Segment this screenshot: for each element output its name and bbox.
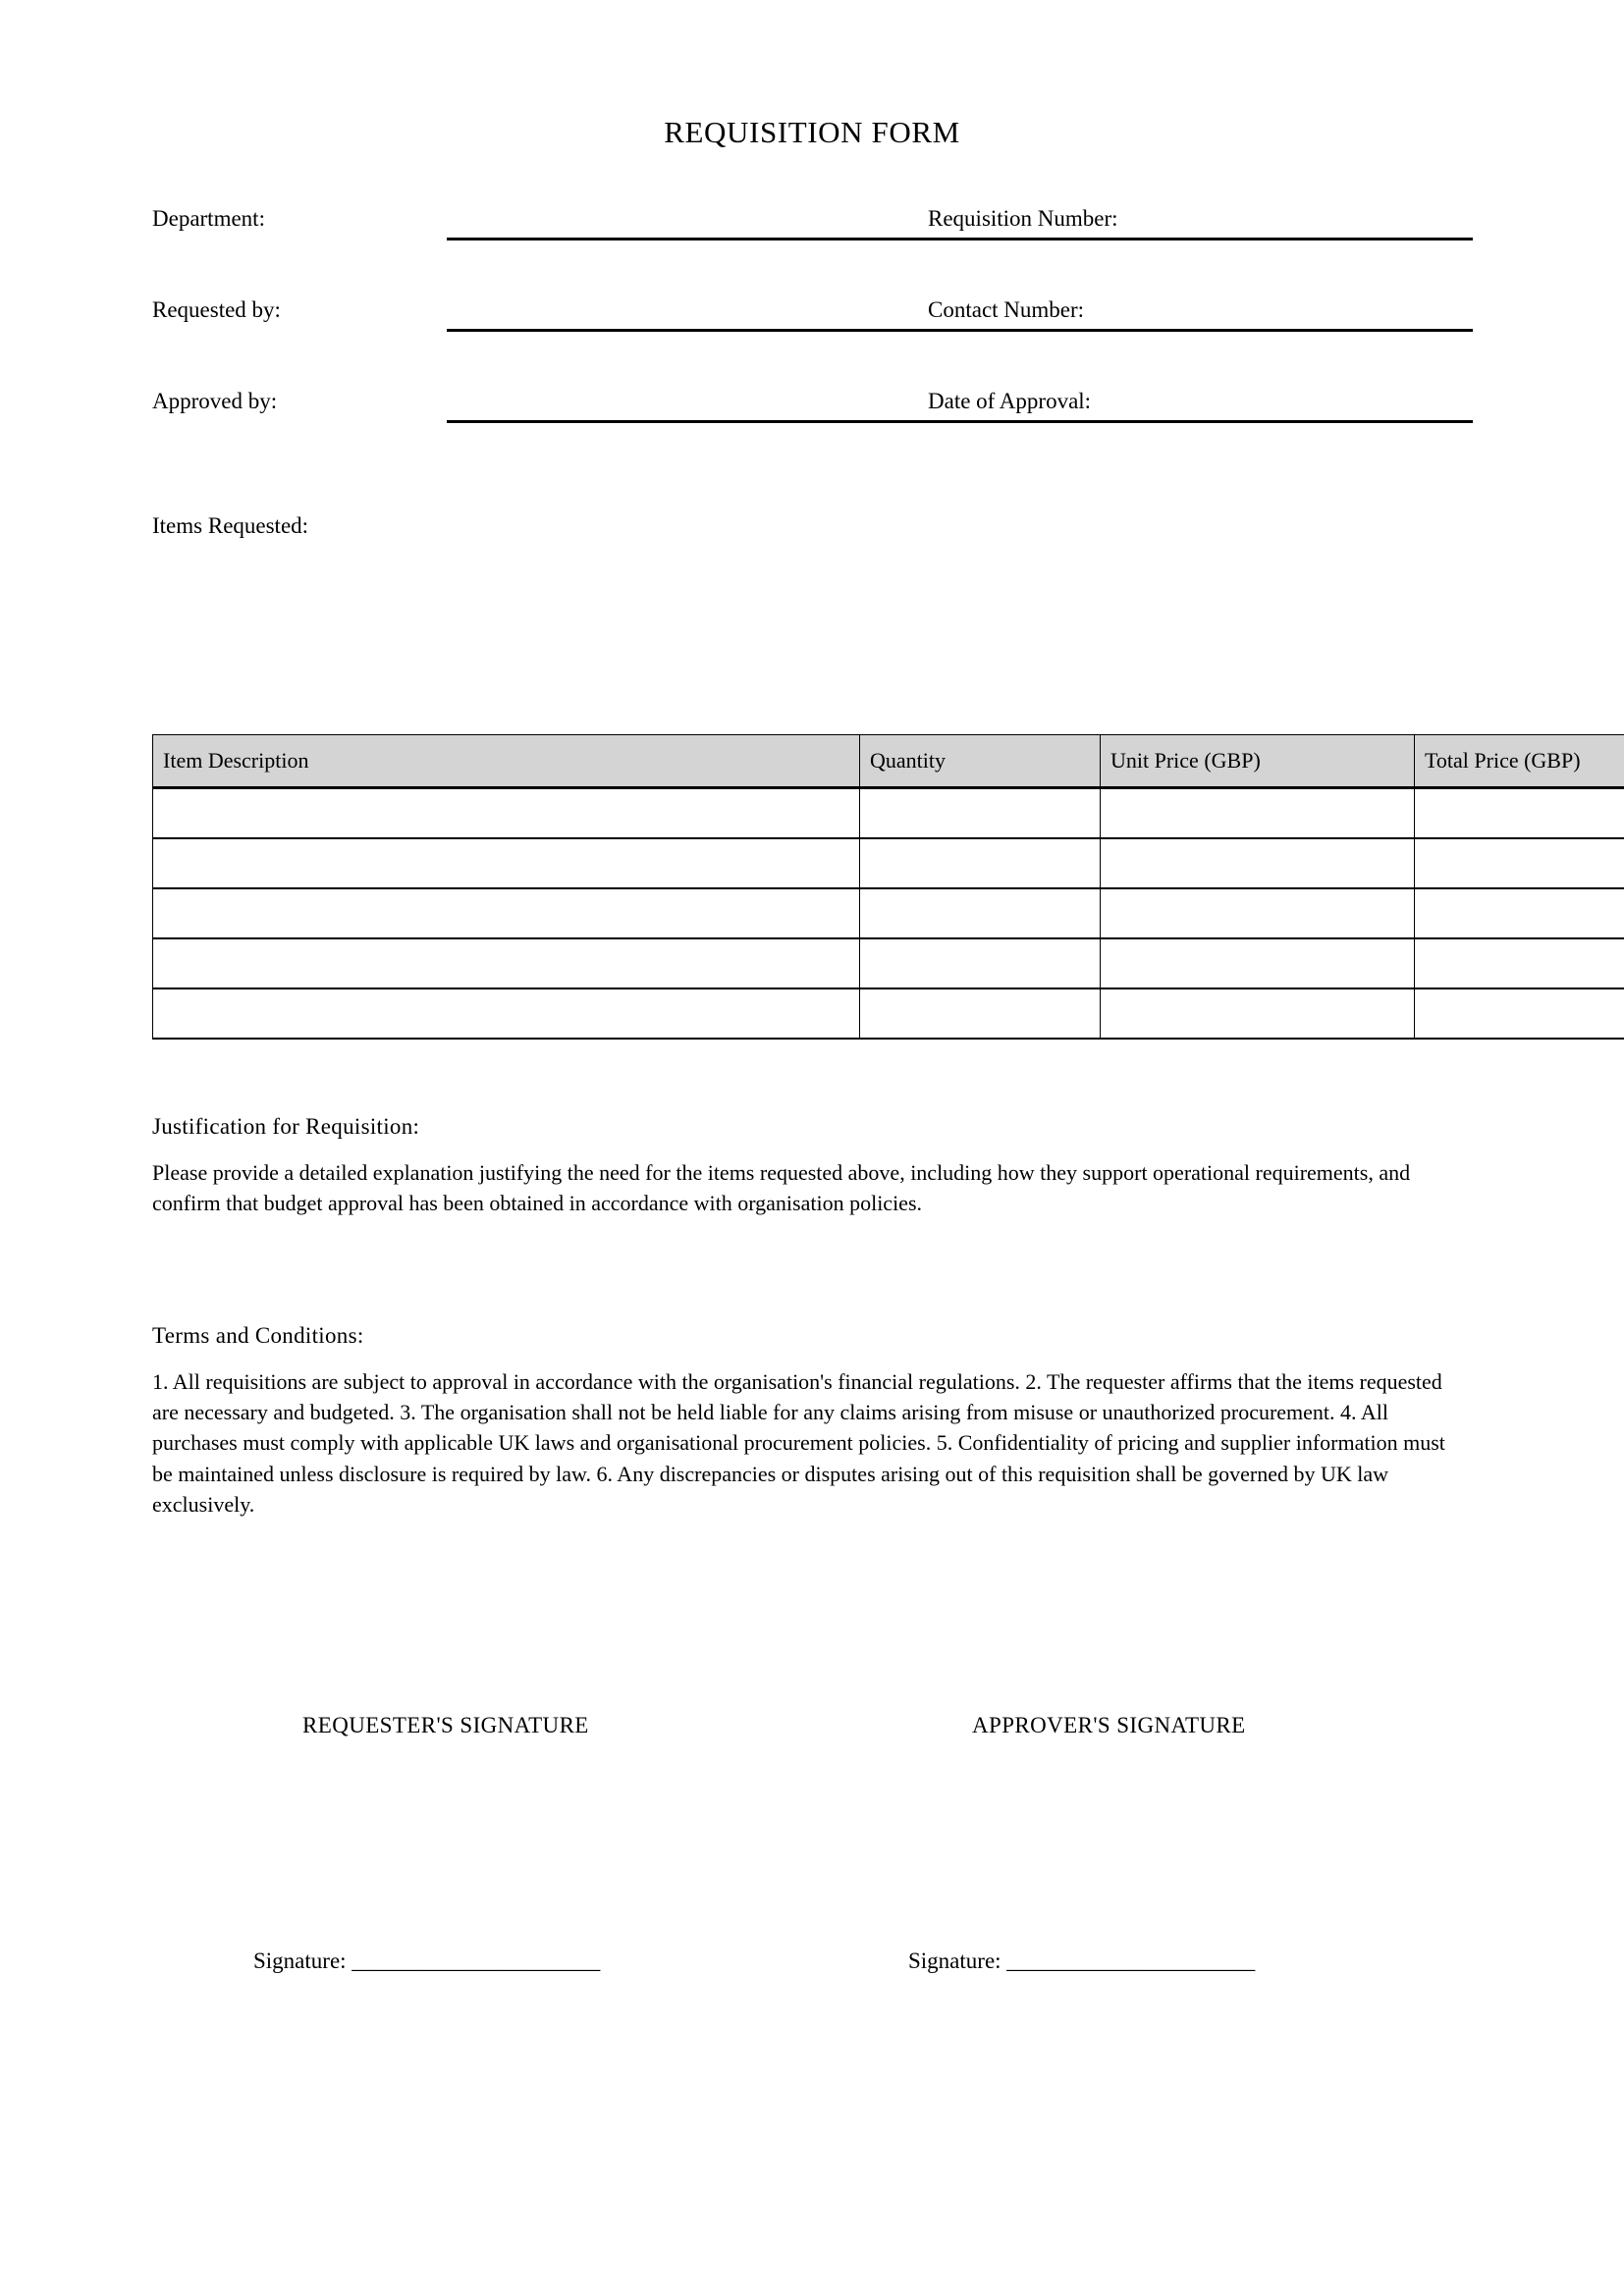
cell-item-description[interactable] — [153, 938, 860, 988]
cell-unit-price[interactable] — [1101, 838, 1415, 888]
label-contact-number: Contact Number: — [928, 297, 1085, 322]
cell-unit-price[interactable] — [1101, 888, 1415, 938]
terms-section — [152, 1323, 1458, 1520]
table-row — [153, 838, 1624, 888]
table-row — [153, 788, 1624, 838]
cell-item-description[interactable] — [153, 788, 860, 838]
requester-signature-line[interactable]: Signature: ______________________ — [253, 1949, 601, 1973]
input-line-requestedby-contact[interactable] — [447, 329, 1473, 332]
cell-unit-price[interactable] — [1101, 788, 1415, 838]
cell-total-price[interactable] — [1415, 788, 1624, 838]
cell-total-price[interactable] — [1415, 988, 1624, 1039]
field-row-requested-by — [152, 297, 1473, 337]
justification-section — [152, 1114, 1458, 1218]
approver-signature-title: APPROVER'S SIGNATURE — [972, 1713, 1246, 1737]
justification-heading: Justification for Requisition: — [152, 1114, 420, 1139]
label-date-of-approval: Date of Approval: — [928, 389, 1092, 413]
label-department: Department: — [152, 206, 265, 231]
cell-total-price[interactable] — [1415, 838, 1624, 888]
cell-total-price[interactable] — [1415, 888, 1624, 938]
column-header-total-price: Total Price (GBP) — [1415, 735, 1624, 788]
field-row-department — [152, 206, 1473, 245]
table-row — [153, 938, 1624, 988]
cell-quantity[interactable] — [860, 988, 1101, 1039]
column-header-unit-price: Unit Price (GBP) — [1101, 735, 1415, 788]
terms-body: 1. All requisitions are subject to approval in accordance with the organisation's financial regulations. 2. The requester affirms that the items requested are necessary and budgeted. 3. The organisation shall not be held liable for any claims arising from misuse or unauthorized procurement. 4. All purchases must comply with applicable UK laws and organisational procurement policies. 5. Confidentiality of pricing and supplier information must be maintained unless disclosure is required by law. 6. Any discrepancies or disputes arising out of this requisition shall be governed by UK law exclusively. — [152, 1369, 1445, 1517]
column-header-item-description: Item Description — [153, 735, 860, 788]
field-row-approved-by — [152, 389, 1473, 428]
items-table — [152, 734, 1624, 1040]
requester-signature-title: REQUESTER'S SIGNATURE — [302, 1713, 589, 1737]
terms-heading: Terms and Conditions: — [152, 1323, 364, 1348]
cell-quantity[interactable] — [860, 888, 1101, 938]
cell-item-description[interactable] — [153, 888, 860, 938]
cell-unit-price[interactable] — [1101, 988, 1415, 1039]
input-line-approvedby-date[interactable] — [447, 420, 1473, 423]
input-line-department-requisition[interactable] — [447, 238, 1473, 240]
label-requested-by: Requested by: — [152, 297, 281, 322]
cell-quantity[interactable] — [860, 938, 1101, 988]
cell-item-description[interactable] — [153, 838, 860, 888]
table-header-row — [153, 735, 1624, 788]
column-header-quantity: Quantity — [860, 735, 1101, 788]
cell-item-description[interactable] — [153, 988, 860, 1039]
cell-unit-price[interactable] — [1101, 938, 1415, 988]
label-requisition-number: Requisition Number: — [928, 206, 1118, 231]
approver-signature-line[interactable]: Signature: ______________________ — [908, 1949, 1256, 1973]
justification-body: Please provide a detailed explanation justifying the need for the items requested above, including how they support operational requirements, and confirm that budget approval has been obtained in accordance with organisation policies. — [152, 1160, 1411, 1216]
cell-quantity[interactable] — [860, 838, 1101, 888]
label-approved-by: Approved by: — [152, 389, 278, 413]
table-row — [153, 988, 1624, 1039]
items-table-container — [152, 734, 1624, 1040]
cell-quantity[interactable] — [860, 788, 1101, 838]
label-items-requested: Items Requested: — [152, 513, 309, 538]
page-title: REQUISITION FORM — [664, 115, 960, 149]
cell-total-price[interactable] — [1415, 938, 1624, 988]
table-row — [153, 888, 1624, 938]
